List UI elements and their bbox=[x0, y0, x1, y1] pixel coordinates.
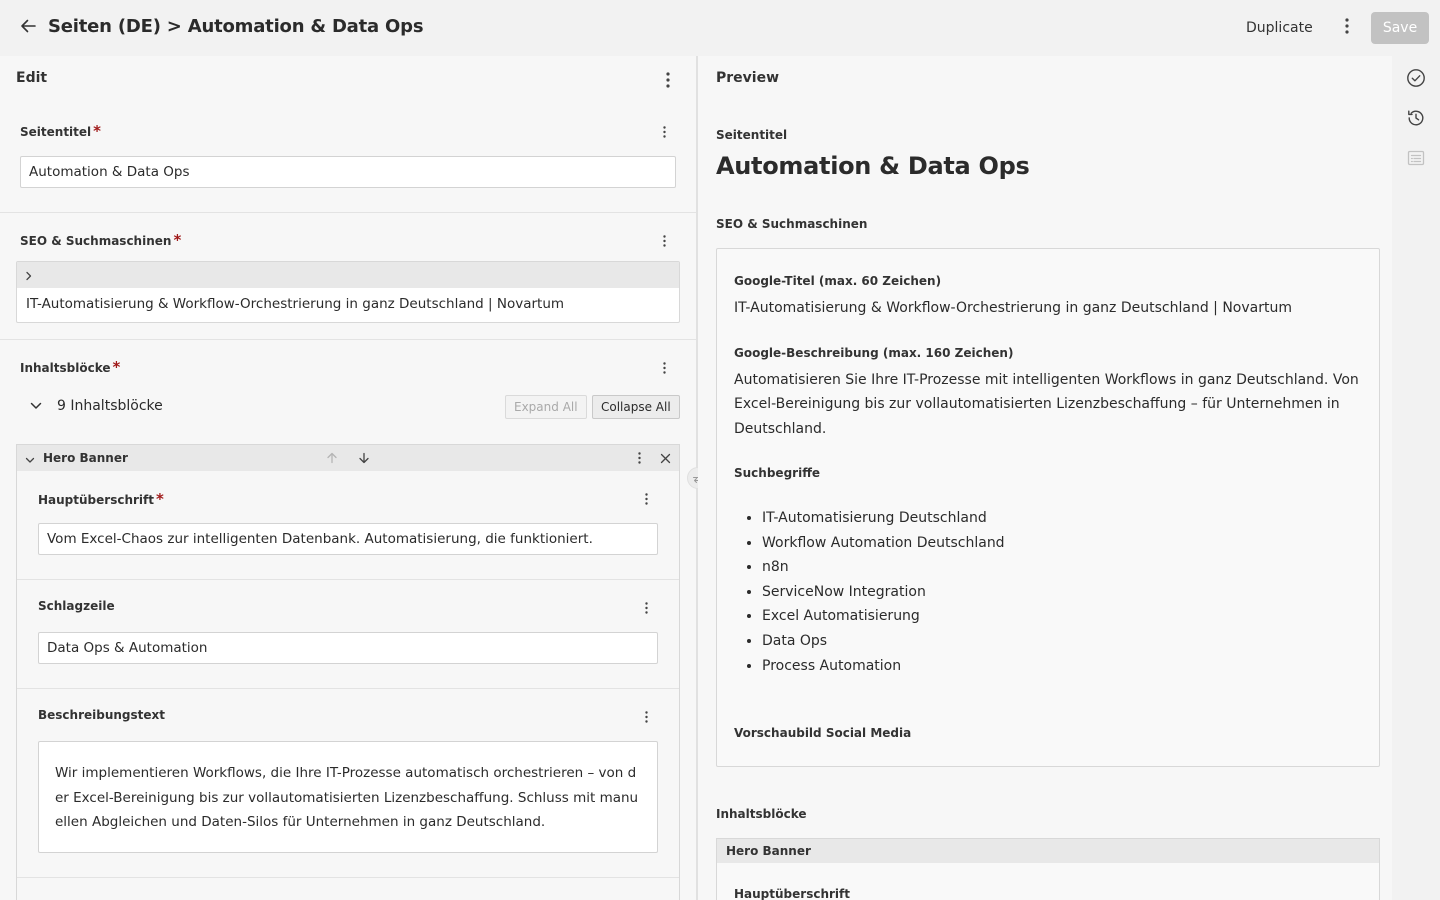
chevron-down-icon bbox=[25, 449, 35, 468]
divider bbox=[0, 339, 696, 340]
tagline-input[interactable] bbox=[38, 632, 658, 664]
page-title-input[interactable] bbox=[20, 156, 676, 188]
vertical-dots-icon bbox=[645, 711, 648, 723]
headline-field-label bbox=[38, 490, 164, 508]
required-marker: * bbox=[93, 122, 102, 140]
top-bar bbox=[0, 0, 1440, 56]
expand-all-button[interactable]: Expand All bbox=[505, 395, 587, 419]
vertical-dots-icon bbox=[645, 602, 648, 614]
vertical-dots-icon bbox=[663, 362, 666, 374]
divider bbox=[0, 212, 696, 213]
social-image-label: Vorschaubild Social Media bbox=[734, 726, 912, 740]
keyword-item: • Workflow Automation Deutschland bbox=[762, 531, 1005, 556]
headline-field-menu[interactable] bbox=[637, 490, 655, 508]
preview-hero-banner-block bbox=[716, 838, 1380, 900]
hero-banner-collapse-toggle[interactable] bbox=[21, 449, 39, 467]
preview-pane-title: Preview bbox=[716, 70, 780, 86]
seo-expand-toggle[interactable] bbox=[17, 262, 679, 288]
content-blocks-toggle[interactable] bbox=[26, 398, 163, 414]
publish-status-button[interactable] bbox=[1406, 70, 1426, 90]
review-list-icon bbox=[1406, 148, 1426, 172]
description-field-menu[interactable] bbox=[637, 708, 655, 726]
headline-input[interactable] bbox=[38, 523, 658, 555]
keyword-item: • ServiceNow Integration bbox=[762, 580, 1005, 605]
chevron-right-icon bbox=[25, 266, 33, 285]
arrow-left-icon bbox=[18, 16, 38, 40]
required-marker: * bbox=[156, 490, 164, 508]
page-title-field-menu[interactable] bbox=[655, 123, 673, 141]
google-description-line: Deutschland. bbox=[734, 421, 827, 437]
history-button[interactable] bbox=[1406, 110, 1426, 130]
field-label-text: Seitentitel bbox=[20, 125, 92, 139]
keyword-item: • IT-Automatisierung Deutschland bbox=[762, 506, 1005, 531]
check-circle-icon bbox=[1406, 68, 1426, 92]
vertical-dots-icon bbox=[645, 493, 648, 505]
google-title-value: IT-Automatisierung & Workflow-Orchestrierung in ganz Deutschland | Novartum bbox=[734, 300, 1292, 316]
edit-pane bbox=[0, 56, 696, 900]
keyword-item: • Data Ops bbox=[762, 629, 1005, 654]
move-up-button[interactable] bbox=[323, 449, 341, 467]
hero-banner-title: Hero Banner bbox=[43, 451, 128, 465]
remove-block-button[interactable] bbox=[656, 449, 674, 467]
google-description-line: Excel-Bereinigung bis zur vollautomatisierten Lizenzbeschaffung – für Unternehmen in bbox=[734, 396, 1340, 412]
seo-summary-value: IT-Automatisierung & Workflow-Orchestrierung in ganz Deutschland | Novartum bbox=[26, 296, 565, 312]
content-blocks-label bbox=[20, 358, 120, 376]
chevron-down-icon bbox=[26, 402, 46, 410]
save-button[interactable]: Save bbox=[1371, 12, 1429, 44]
duplicate-button[interactable]: Duplicate bbox=[1246, 20, 1313, 36]
field-label-text: SEO & Suchmaschinen bbox=[20, 234, 172, 248]
google-title-label: Google-Titel (max. 60 Zeichen) bbox=[734, 274, 942, 288]
review-button[interactable] bbox=[1406, 150, 1426, 170]
hero-banner-block bbox=[16, 444, 680, 900]
required-marker: * bbox=[173, 231, 182, 249]
content-blocks-menu[interactable] bbox=[655, 359, 673, 377]
preview-pane bbox=[698, 56, 1392, 900]
tagline-field-label: Schlagzeile bbox=[38, 599, 115, 613]
preview-page-title: Automation & Data Ops bbox=[716, 152, 1030, 180]
keyword-item: • Process Automation bbox=[762, 654, 1005, 679]
vertical-dots-icon bbox=[663, 126, 666, 138]
arrow-up-icon bbox=[326, 449, 338, 468]
page-title: Seiten (DE) > Automation & Data Ops bbox=[48, 16, 424, 37]
more-options-button[interactable] bbox=[1334, 14, 1360, 42]
divider bbox=[17, 579, 679, 580]
field-label-text: Inhaltsblöcke bbox=[20, 361, 111, 375]
back-button[interactable] bbox=[14, 14, 42, 42]
divider bbox=[17, 877, 679, 878]
keywords-list bbox=[762, 506, 1005, 678]
seo-field-label bbox=[20, 231, 181, 249]
vertical-dots-icon bbox=[666, 72, 670, 88]
history-icon bbox=[1406, 108, 1426, 132]
seo-object-field bbox=[16, 261, 680, 323]
edit-pane-menu-button[interactable] bbox=[659, 71, 677, 89]
preview-headline-label: Hauptüberschrift bbox=[734, 887, 850, 900]
vertical-dots-icon bbox=[1345, 18, 1349, 38]
divider bbox=[17, 688, 679, 689]
keyword-item: • Excel Automatisierung bbox=[762, 604, 1005, 629]
required-marker: * bbox=[112, 358, 121, 376]
seo-field-menu[interactable] bbox=[655, 232, 673, 250]
content-blocks-count: 9 Inhaltsblöcke bbox=[57, 398, 163, 414]
field-label-text: Hauptüberschrift bbox=[38, 493, 154, 507]
description-field-label: Beschreibungstext bbox=[38, 708, 166, 722]
google-description-line: Automatisieren Sie Ihre IT-Prozesse mit intelligenten Workflows in ganz Deutschland. Von bbox=[734, 372, 1359, 388]
collapse-all-button[interactable]: Collapse All bbox=[592, 395, 680, 419]
right-rail bbox=[1392, 56, 1440, 900]
move-down-button[interactable] bbox=[355, 449, 373, 467]
keywords-label: Suchbegriffe bbox=[734, 466, 821, 480]
hero-banner-block-header bbox=[17, 445, 679, 471]
keyword-item: • n8n bbox=[762, 555, 1005, 580]
preview-page-title-label: Seitentitel bbox=[716, 128, 788, 142]
close-icon bbox=[660, 449, 671, 468]
edit-pane-title: Edit bbox=[16, 70, 48, 86]
description-textarea[interactable]: Wir implementieren Workflows, die Ihre IT-Prozesse automatisch orchestrieren – von der Excel-Bereinigung bis zur vollautomatisierten Lizenzbeschaffung. Schluss mit manuellen Abgleichen und Daten-Silos für Unternehmen in ganz Deutschland. bbox=[38, 741, 658, 853]
hero-banner-menu[interactable] bbox=[630, 449, 648, 467]
preview-content-blocks-label: Inhaltsblöcke bbox=[716, 807, 807, 821]
preview-seo-label: SEO & Suchmaschinen bbox=[716, 217, 868, 231]
arrow-down-icon bbox=[358, 449, 370, 468]
preview-hero-banner-title: Hero Banner bbox=[717, 839, 1379, 863]
google-description-label: Google-Beschreibung (max. 160 Zeichen) bbox=[734, 346, 1014, 360]
vertical-dots-icon bbox=[638, 449, 641, 468]
tagline-field-menu[interactable] bbox=[637, 599, 655, 617]
vertical-dots-icon bbox=[663, 235, 666, 247]
page-title-field-label bbox=[20, 122, 101, 140]
preview-seo-card bbox=[716, 248, 1380, 767]
